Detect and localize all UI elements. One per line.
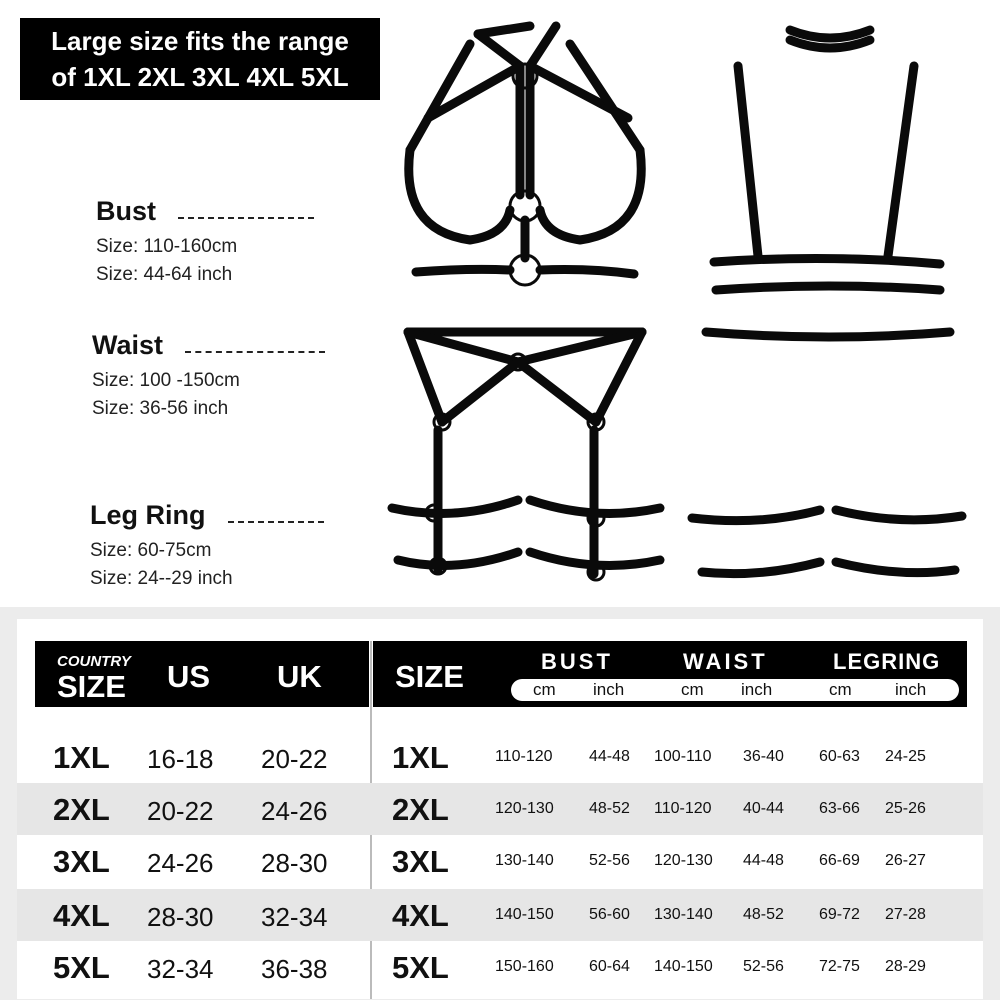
bust-column-header: BUST: [541, 649, 613, 674]
legring-measurement: [90, 500, 324, 593]
uk-size-cell: 36-38: [261, 954, 328, 984]
us-size-cell: 32-34: [147, 954, 214, 984]
table-row: [17, 835, 983, 887]
table-row: [17, 941, 983, 993]
waist-measurement: [92, 330, 325, 423]
size-range-banner: [20, 18, 380, 100]
size-cell: 3XL: [392, 844, 449, 879]
dashed-leader: [185, 351, 325, 353]
measurement-header: [373, 641, 967, 707]
legring-size-inch: Size: 24--29 inch: [90, 568, 233, 589]
banner-line-1: Large size fits the range: [51, 26, 349, 56]
waist-cm-cell: 120-130: [654, 852, 713, 869]
bust-cm-cell: 110-120: [495, 748, 553, 765]
bust-inch-cell: 52-56: [589, 852, 630, 869]
legring-size-cm: Size: 60-75cm: [90, 540, 212, 561]
bust-size-inch: Size: 44-64 inch: [96, 264, 233, 285]
uk-column-header: UK: [277, 659, 322, 694]
size-cell: 1XL: [53, 740, 110, 775]
back-leg-rings: [692, 510, 962, 574]
uk-size-cell: 32-34: [261, 902, 328, 932]
uk-size-cell: 24-26: [261, 796, 328, 826]
waist-label: Waist: [92, 330, 164, 360]
waist-inch-cell: 52-56: [743, 958, 784, 975]
waist-column-header: WAIST: [683, 649, 768, 674]
unit-label: cm: [829, 680, 852, 699]
legring-inch-cell: 27-28: [885, 906, 926, 923]
front-garter-harness: [392, 332, 660, 574]
us-size-cell: 24-26: [147, 848, 214, 878]
bust-inch-cell: 60-64: [589, 958, 630, 975]
us-size-cell: 28-30: [147, 902, 214, 932]
unit-label: inch: [895, 680, 927, 699]
size-cell: 4XL: [392, 898, 449, 933]
legring-inch-cell: 26-27: [885, 852, 926, 869]
dashed-leader: [178, 217, 314, 219]
bust-inch-cell: 44-48: [589, 748, 630, 765]
table-row: [17, 731, 983, 783]
legring-inch-cell: 25-26: [885, 800, 926, 817]
dashed-leader: [228, 521, 324, 523]
unit-label: cm: [681, 680, 704, 699]
waist-cm-cell: 130-140: [654, 906, 713, 923]
legring-cm-cell: 66-69: [819, 852, 860, 869]
legring-inch-cell: 24-25: [885, 748, 926, 765]
bust-label: Bust: [96, 196, 156, 226]
bust-cm-cell: 150-160: [495, 958, 554, 975]
legring-cm-cell: 60-63: [819, 748, 860, 765]
us-size-cell: 16-18: [147, 744, 214, 774]
uk-size-cell: 28-30: [261, 848, 328, 878]
unit-bar: [511, 679, 959, 701]
size-cell: 5XL: [53, 950, 110, 985]
country-label: COUNTRY: [57, 653, 131, 670]
bust-size-cm: Size: 110-160cm: [96, 236, 238, 257]
size-chart-frame: [0, 607, 1000, 1000]
harness-product-illustration: [380, 10, 980, 600]
back-bust-harness: [706, 30, 950, 337]
waist-cm-cell: 140-150: [654, 958, 713, 975]
waist-cm-cell: 110-120: [654, 800, 712, 817]
waist-inch-cell: 40-44: [743, 800, 784, 817]
bust-cm-cell: 130-140: [495, 852, 554, 869]
us-column-header: US: [167, 659, 211, 694]
legring-inch-cell: 28-29: [885, 958, 926, 975]
uk-size-cell: 20-22: [261, 744, 328, 774]
bust-cm-cell: 140-150: [495, 906, 554, 923]
size-cell: 3XL: [53, 844, 110, 879]
unit-label: inch: [593, 680, 625, 699]
legring-cm-cell: 69-72: [819, 906, 860, 923]
us-size-cell: 20-22: [147, 796, 214, 826]
waist-inch-cell: 44-48: [743, 852, 784, 869]
legring-label: Leg Ring: [90, 500, 206, 530]
banner-line-2: of 1XL 2XL 3XL 4XL 5XL: [51, 62, 349, 92]
bust-measurement: [96, 196, 314, 289]
legring-column-header: LEGRING: [833, 649, 941, 674]
waist-inch-cell: 48-52: [743, 906, 784, 923]
unit-label: inch: [741, 680, 773, 699]
legring-cm-cell: 63-66: [819, 800, 860, 817]
bust-inch-cell: 56-60: [589, 906, 630, 923]
size-cell: 2XL: [53, 792, 110, 827]
size-chart-table: [17, 619, 983, 999]
waist-cm-cell: 100-110: [654, 748, 712, 765]
bust-inch-cell: 48-52: [589, 800, 630, 817]
unit-label: cm: [533, 680, 556, 699]
waist-size-cm: Size: 100 -150cm: [92, 370, 240, 391]
size-cell: 2XL: [392, 792, 449, 827]
table-row: [17, 783, 983, 835]
country-size-header: [35, 641, 369, 707]
size-cell: 4XL: [53, 898, 110, 933]
size-label: SIZE: [57, 669, 126, 704]
table-row: [17, 889, 983, 941]
size-cell: 1XL: [392, 740, 449, 775]
waist-inch-cell: 36-40: [743, 748, 784, 765]
bust-cm-cell: 120-130: [495, 800, 554, 817]
size-column-header: SIZE: [395, 659, 464, 694]
size-cell: 5XL: [392, 950, 449, 985]
waist-size-inch: Size: 36-56 inch: [92, 398, 229, 419]
legring-cm-cell: 72-75: [819, 958, 860, 975]
